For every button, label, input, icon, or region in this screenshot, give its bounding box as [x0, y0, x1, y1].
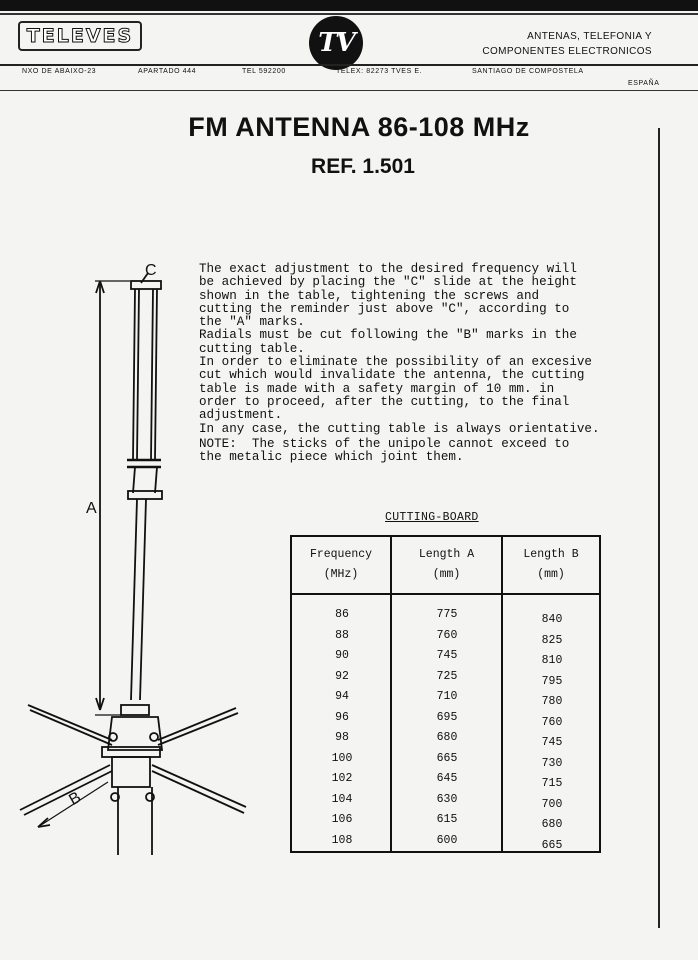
column-frequency	[312, 605, 372, 851]
cell-frequency: 94	[335, 690, 349, 703]
cutting-board-title: CUTTING-BOARD	[385, 511, 479, 524]
instruction-line: table is made with a safety margin of 10 mm. in	[199, 381, 555, 396]
instruction-line: be achieved by placing the "C" slide at the height	[199, 275, 577, 290]
cell-length-a: 665	[436, 751, 458, 765]
instruction-line: cutting table.	[199, 341, 305, 356]
company-line-2: COMPONENTES ELECTRONICOS	[482, 46, 652, 57]
cell-frequency: 96	[335, 710, 349, 724]
instruction-line: shown in the table, tightening the screws and	[199, 288, 540, 303]
cell-length-a: 645	[436, 772, 458, 785]
brand-logo	[18, 21, 142, 51]
brand-name: TELEVES	[26, 25, 134, 47]
address-street: NXO DE ABAIXO-23	[22, 68, 97, 75]
cell-length-a: 600	[436, 833, 458, 847]
cell-length-b: 760	[541, 715, 563, 729]
cell-frequency: 104	[331, 792, 353, 806]
cell-frequency: 98	[335, 731, 349, 744]
instruction-line: NOTE: The sticks of the unipole cannot exceed to	[199, 436, 570, 451]
label-b: B	[66, 788, 85, 809]
address-country: ESPAÑA	[628, 80, 660, 87]
column-length-b	[522, 610, 582, 856]
cell-frequency: 90	[335, 649, 349, 662]
cell-length-b: 700	[541, 797, 563, 811]
header-frequency-label: Frequency	[309, 548, 373, 561]
cell-length-a: 775	[436, 608, 458, 621]
address-rule-top	[0, 64, 698, 66]
cell-length-a: 695	[436, 710, 458, 724]
address-city: SANTIAGO DE COMPOSTELA	[472, 68, 584, 75]
cell-length-b: 780	[541, 695, 563, 708]
address-rule-bottom	[0, 90, 698, 91]
label-c: C	[145, 262, 157, 279]
cell-frequency: 100	[331, 751, 353, 765]
cell-length-b: 745	[541, 736, 563, 749]
cell-length-a: 615	[436, 813, 458, 826]
instruction-line: In any case, the cutting table is always orientative.	[199, 421, 600, 436]
instructions-text	[199, 263, 644, 464]
cell-length-b: 795	[541, 674, 563, 688]
instruction-line: adjustment.	[199, 408, 283, 423]
instruction-line: The exact adjustment to the desired frequency will	[199, 262, 577, 276]
address-tel: TEL 592200	[242, 68, 286, 75]
header-length-a-label: Length A	[418, 548, 475, 561]
cell-length-a: 630	[436, 792, 458, 806]
cell-length-b: 840	[541, 613, 563, 626]
instruction-line: cut which would invalidate the antenna, the cutting	[199, 368, 585, 383]
cell-length-b: 680	[541, 818, 563, 831]
header-frequency	[292, 545, 390, 585]
instruction-line: the "A" marks.	[199, 315, 305, 330]
header-length-b	[503, 545, 599, 585]
column-length-a	[414, 605, 480, 851]
instruction-line: order to proceed, after the cutting, to the final	[199, 394, 570, 409]
cell-frequency: 108	[331, 833, 353, 847]
instruction-line: the metalic piece which joint them.	[199, 450, 464, 465]
header-frequency-unit: (MHz)	[323, 568, 359, 581]
emblem-text: TV	[318, 28, 354, 58]
cell-length-a: 725	[436, 669, 458, 683]
header-length-a-unit: (mm)	[432, 568, 461, 581]
instruction-line: cutting the reminder just above "C", according to	[199, 301, 570, 316]
cell-length-b: 715	[541, 777, 563, 790]
address-apartado: APARTADO 444	[138, 68, 197, 75]
header-length-b-unit: (mm)	[537, 568, 565, 581]
top-border	[0, 0, 698, 11]
page-title: FM ANTENNA 86-108 MHz	[188, 112, 530, 142]
cell-frequency: 88	[335, 628, 349, 642]
cell-length-b: 730	[541, 756, 563, 770]
label-a: A	[86, 500, 97, 517]
cell-length-a: 680	[436, 731, 458, 744]
cell-length-a: 760	[436, 628, 458, 642]
cell-length-b: 810	[541, 654, 563, 667]
cell-frequency: 86	[335, 608, 349, 621]
cell-frequency: 92	[335, 669, 349, 683]
address-telex: TELEX: 82273 TVES E.	[336, 68, 423, 75]
top-border-thin	[0, 13, 698, 15]
instruction-line: Radials must be cut following the "B" marks in the	[199, 328, 577, 343]
instruction-line: In order to eliminate the possibility of an excesive	[199, 355, 592, 370]
cell-length-a: 710	[436, 690, 458, 703]
page-edge-line	[658, 128, 660, 928]
header-length-b-label: Length B	[523, 548, 579, 561]
cell-length-b: 665	[541, 838, 563, 852]
cell-frequency: 106	[331, 813, 353, 826]
header-length-a	[392, 545, 501, 585]
company-description	[482, 29, 652, 59]
reference-number: REF. 1.501	[311, 155, 415, 178]
cell-frequency: 102	[331, 772, 353, 785]
company-line-1: ANTENAS, TELEFONIA Y	[527, 31, 652, 42]
cutting-board-table	[290, 535, 601, 853]
company-emblem	[309, 16, 363, 70]
cell-length-a: 745	[436, 649, 458, 662]
cell-length-b: 825	[541, 633, 563, 647]
